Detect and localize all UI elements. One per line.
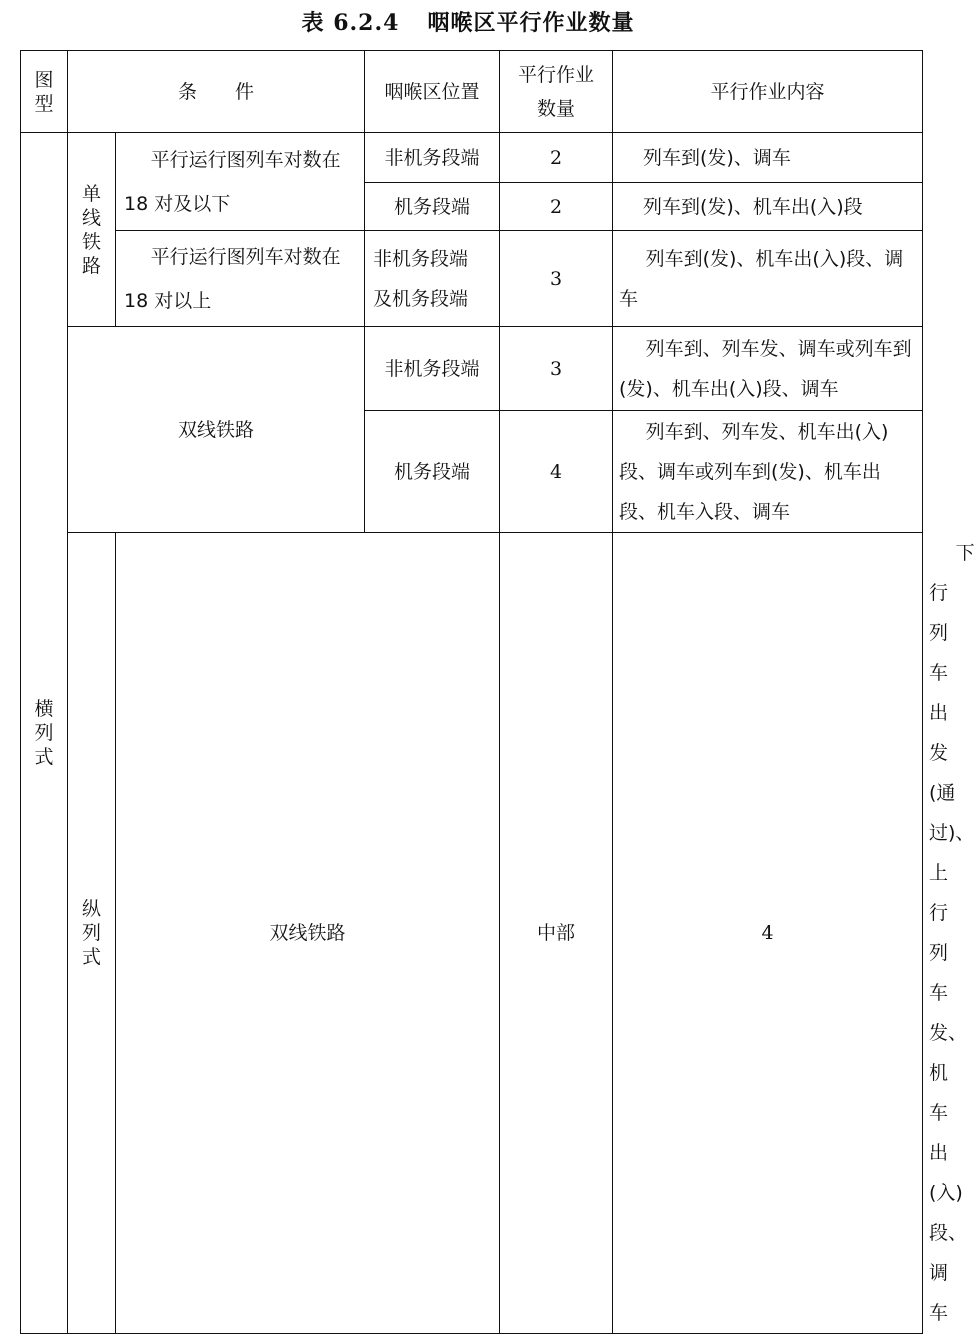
- header-type: 图 型: [21, 51, 68, 133]
- header-row: [21, 51, 923, 133]
- content-cell: 列车到(发)、机车出(入)段: [613, 183, 923, 231]
- content-cell: 列车到(发)、机车出(入)段、调车: [613, 231, 923, 327]
- table-title: 咽喉区平行作业数量: [427, 11, 635, 36]
- table-number: 表 6.2.4: [301, 10, 400, 36]
- header-count: 平行作业 数量: [500, 51, 613, 133]
- content-cell: 列车到、列车发、调车或列车到(发)、机车出(入)段、调车: [613, 327, 923, 411]
- location-cell: 非机务段端: [365, 133, 500, 183]
- count-cell: 2: [500, 183, 613, 231]
- table-row: 纵 列 式 双线铁路 中部 4 下行列车出发(通过)、上行列车发、机车出(入)段、调车: [21, 533, 923, 1334]
- group-double-track-vertical: 双线铁路: [116, 533, 500, 1334]
- header-condition: 条 件: [68, 51, 365, 133]
- group-single-track: 单 线 铁 路: [68, 133, 116, 327]
- location-cell: 非机务段端: [365, 327, 500, 411]
- header-content: 平行作业内容: [613, 51, 923, 133]
- group-double-track: 双线铁路: [68, 327, 365, 533]
- condition-cell: 平行运行图列车对数在 18 对及以下: [116, 133, 365, 231]
- group-vertical: 纵 列 式: [68, 533, 116, 1334]
- table-row: [21, 231, 923, 327]
- table-row: [21, 133, 923, 183]
- count-cell: 3: [500, 327, 613, 411]
- content-cell: 列车到、列车发、机车出(入)段、调车或列车到(发)、机车出段、机车入段、调车: [613, 411, 923, 533]
- count-cell: 4: [613, 533, 923, 1334]
- group-horizontal: 横 列 式: [21, 133, 68, 1334]
- count-cell: 2: [500, 133, 613, 183]
- content-cell: 列车到(发)、调车: [613, 133, 923, 183]
- table-row: [21, 327, 923, 411]
- location-cell: 中部: [500, 533, 613, 1334]
- table-caption: [0, 6, 936, 36]
- location-cell: 非机务段端 及机务段端: [365, 231, 500, 327]
- location-cell: 机务段端: [365, 183, 500, 231]
- location-cell: 机务段端: [365, 411, 500, 533]
- condition-cell: 平行运行图列车对数在 18 对以上: [116, 231, 365, 327]
- count-cell: 4: [500, 411, 613, 533]
- count-cell: 3: [500, 231, 613, 327]
- header-location: 咽喉区位置: [365, 51, 500, 133]
- parallel-operations-table: [20, 50, 975, 1334]
